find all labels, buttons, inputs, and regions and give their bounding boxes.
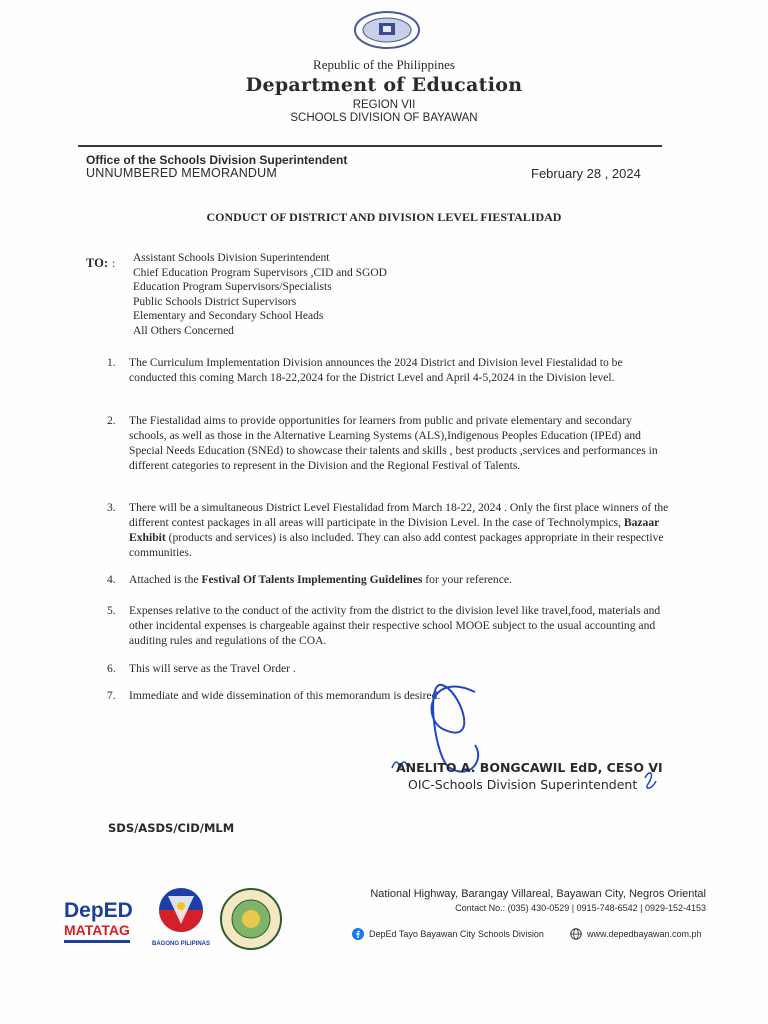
item-number: 6.: [107, 662, 116, 675]
office-label: Office of the Schools Division Superintendent: [86, 153, 348, 167]
recipient-item: All Others Concerned: [133, 324, 234, 337]
signatory-title: OIC-Schools Division Superintendent: [408, 777, 638, 792]
item-text: This will serve as the Travel Order .: [129, 662, 296, 675]
item-number: 2.: [107, 414, 116, 427]
item-number: 3.: [107, 501, 116, 514]
division-seal-icon: [220, 888, 282, 950]
division-label: SCHOOLS DIVISION OF BAYAWAN: [290, 112, 478, 124]
recipient-list: [133, 251, 387, 339]
recipient-item: Education Program Supervisors/Specialists: [133, 281, 332, 294]
deped-matatag-logo: DepED MATATAG: [64, 888, 134, 952]
recipient-item: Chief Education Program Supervisors ,CID and SGOD: [133, 266, 387, 279]
item-text: The Curriculum Implementation Division announces the 2024 District and Division level Fiestalidad to be conducted this coming March 18-22,2024 for the District Level and April 4-5,2024 in the Division level.: [129, 356, 623, 384]
signatory-name: ANELITO A. BONGCAWIL EdD, CESO VI: [396, 760, 663, 775]
bagong-pilipinas-icon: [146, 884, 216, 936]
footer-address: National Highway, Barangay Villareal, Bayawan City, Negros Oriental: [370, 888, 706, 900]
website-label: www.depedbayawan.com.ph: [587, 929, 702, 939]
item-text: Immediate and wide dissemination of this memorandum is desired.: [129, 689, 441, 702]
recipient-item: Assistant Schools Division Superintendent: [133, 252, 330, 264]
recipient-item: Public Schools District Supervisors: [133, 295, 297, 308]
to-colon: :: [112, 256, 116, 270]
memo-date: February 28 , 2024: [531, 166, 641, 181]
guidelines-bold: Festival Of Talents Implementing Guidelines: [201, 573, 423, 586]
item-text: Expenses relative to the conduct of the activity from the district to the division level like travel,food, materials and other incidental expenses is chargeable against their respective school MOOE subject to the usual accounting and auditing rules and regulations of the COA.: [129, 604, 661, 647]
bagong-pilipinas-logo: BAGONG PILIPINAS: [146, 884, 216, 950]
initials-line: SDS/ASDS/CID/MLM: [108, 821, 235, 835]
department-title: Department of Education: [245, 74, 523, 96]
item-text: The Fiestalidad aims to provide opportunities for learners from public and private elementary and secondary schools, as well as those in the Alternative Learning Systems (ALS),Indigenous Peoples Education (IPEd) and Special Needs Education (SNEd) to showcase their talents and skills , best products ,services and performances in different categories to represent in the Division and the Regional Festival of Talents.: [129, 414, 658, 472]
item-number: 4.: [107, 573, 116, 586]
facebook-label: DepEd Tayo Bayawan City Schools Division: [369, 929, 544, 939]
region-label: REGION VII: [352, 99, 416, 111]
item-text: There will be a simultaneous District Level Fiestalidad from March 18-22, 2024 . Only the first place winners of the different contest packages in all areas will participate in the Division Level. In the case of Technolympics, Bazaar Exhibit (products and services) is also included. They can also add contest packages appropriate in their respective communities.: [129, 501, 669, 559]
item-text: Attached is the Festival Of Talents Implementing Guidelines for your reference.: [129, 573, 512, 586]
globe-icon: [570, 928, 582, 940]
memo-subject: CONDUCT OF DISTRICT AND DIVISION LEVEL FIESTALIDAD: [206, 210, 562, 224]
recipient-item: Elementary and Secondary School Heads: [133, 310, 324, 323]
deped-seal-icon: [353, 10, 421, 50]
footer-facebook[interactable]: [352, 928, 544, 940]
item-number: 1.: [107, 356, 116, 369]
footer-website[interactable]: [570, 928, 702, 940]
facebook-icon: [352, 928, 364, 940]
bazaar-exhibit-bold: Bazaar Exhibit: [129, 516, 660, 544]
footer-contact: Contact No.: (035) 430-0529 | 0915-748-6542 | 0929-152-4153: [455, 903, 706, 913]
republic-label: Republic of the Philippines: [313, 57, 455, 72]
item-number: 5.: [107, 604, 116, 617]
to-label: TO:: [86, 256, 108, 270]
header-divider: [78, 145, 662, 147]
memo-type: UNNUMBERED MEMORANDUM: [86, 166, 278, 180]
item-number: 7.: [107, 689, 116, 702]
